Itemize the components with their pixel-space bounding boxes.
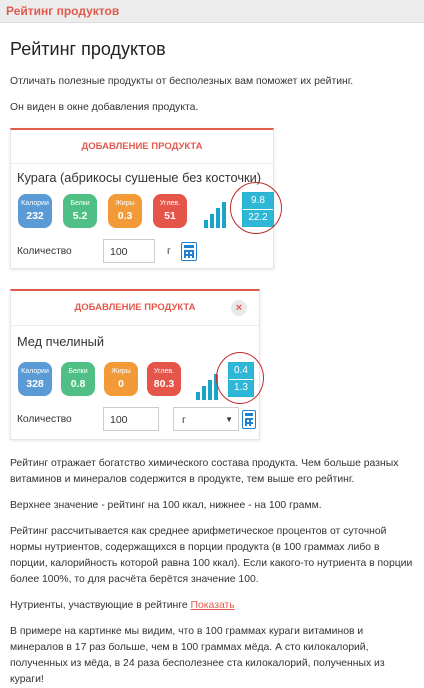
nutrient-value: 328	[26, 378, 44, 390]
intro-text-2: Он виден в окне добавления продукта.	[10, 102, 199, 113]
nutrient-value: 5.2	[72, 210, 88, 222]
add-product-card-2	[10, 289, 260, 440]
quantity-label: Количество	[17, 246, 72, 257]
nutrient-row	[16, 194, 273, 236]
chevron-down-icon: ▼	[225, 415, 233, 424]
nutrient-value: 0.8	[70, 378, 86, 390]
nutrients-line	[10, 598, 414, 614]
nutrient-label: Калории	[21, 368, 49, 375]
calculator-icon[interactable]	[242, 410, 256, 429]
nutrients-text: Нутриенты, участвующие в рейтинге	[10, 600, 188, 611]
rating-per-100kcal: 9.8	[243, 193, 273, 210]
quantity-row	[11, 404, 259, 438]
nutrient-value: 80.3	[153, 378, 175, 390]
nutrient-protein	[61, 362, 95, 396]
product-name: Мед пчелиный	[17, 334, 104, 349]
nutrient-calories	[18, 362, 52, 396]
intro-text-1: Отличать полезные продукты от бесполезных вам поможет их рейтинг.	[10, 76, 354, 87]
nutrient-carbs	[147, 362, 181, 396]
nutrient-carbs	[153, 194, 187, 228]
nutrient-label: Жиры	[111, 368, 131, 375]
rating-per-100kcal: 0.4	[229, 363, 253, 380]
calculator-icon[interactable]	[181, 242, 197, 261]
main-content	[0, 38, 424, 688]
rating-highlight-circle	[216, 352, 264, 404]
close-icon[interactable]: ×	[231, 300, 247, 316]
add-product-card-1	[10, 128, 274, 269]
quantity-row	[11, 236, 273, 270]
product-name: Курага (абрикосы сушеные без косточки)	[17, 170, 262, 185]
example-paragraph: В примере на картинке мы видим, что в 100 граммах кураги витаминов и минералов в 17 раз больше, чем в 100 граммах мёда. А сто килокалорий, полученных из мёда, в 24 раза бесполезнее ста килокалорий, полученных из кураги!	[10, 626, 385, 685]
nutrient-label: Белки	[70, 200, 90, 207]
nutrient-label: Жиры	[115, 200, 135, 207]
quantity-input[interactable]: 100	[103, 407, 159, 431]
rating-per-100g: 22.2	[243, 210, 273, 226]
unit-select[interactable]	[173, 407, 239, 431]
nutrient-value: 232	[26, 210, 44, 222]
nutrient-label: Углев.	[153, 368, 175, 375]
rating-per-100g: 1.3	[229, 380, 253, 396]
quantity-input[interactable]: 100	[103, 239, 155, 263]
nutrient-value: 0	[118, 378, 124, 390]
nutrient-protein	[63, 194, 97, 228]
nutrient-row	[16, 360, 259, 404]
nutrient-fat	[108, 194, 142, 228]
rating-highlight-circle	[230, 182, 282, 234]
rating-description: Рейтинг отражает богатство химического состава продукта. Чем больше разных витаминов и минералов содержится в продукте, тем выше его рейтинг.	[10, 458, 399, 485]
quantity-label: Количество	[17, 414, 72, 425]
unit-select-value: г	[182, 414, 186, 426]
nutrient-label: Углев.	[159, 200, 181, 207]
rating-bars-icon	[196, 376, 218, 400]
nutrient-label: Калории	[21, 200, 49, 207]
card-header-title: ДОБАВЛЕНИЕ ПРОДУКТА	[74, 302, 196, 313]
rating-bars-icon	[204, 204, 226, 228]
card-header	[11, 291, 259, 326]
unit-label: г	[167, 245, 171, 257]
rating-calculation: Рейтинг рассчитывается как среднее арифметическое процентов от суточной нормы нутриентов, содержащихся в порции продукта (в 100 граммах либо в порции, калорийность которой равна 100 ккал). Если какого-то нутриента в порции более 100%, то для расчёта берётся значение 100.	[10, 526, 413, 585]
nutrient-label: Белки	[68, 368, 88, 375]
top-bar-title: Рейтинг продуктов	[0, 0, 424, 23]
card-header-title: ДОБАВЛЕНИЕ ПРОДУКТА	[81, 141, 203, 152]
show-nutrients-link[interactable]: Показать	[190, 600, 235, 611]
nutrient-fat	[104, 362, 138, 396]
nutrient-value: 51	[164, 210, 176, 222]
page-title: Рейтинг продуктов	[10, 39, 166, 59]
nutrient-calories	[18, 194, 52, 228]
nutrient-value: 0.3	[117, 210, 133, 222]
rating-values-explanation: Верхнее значение - рейтинг на 100 ккал, нижнее - на 100 грамм.	[10, 500, 322, 511]
card-header	[11, 130, 273, 164]
